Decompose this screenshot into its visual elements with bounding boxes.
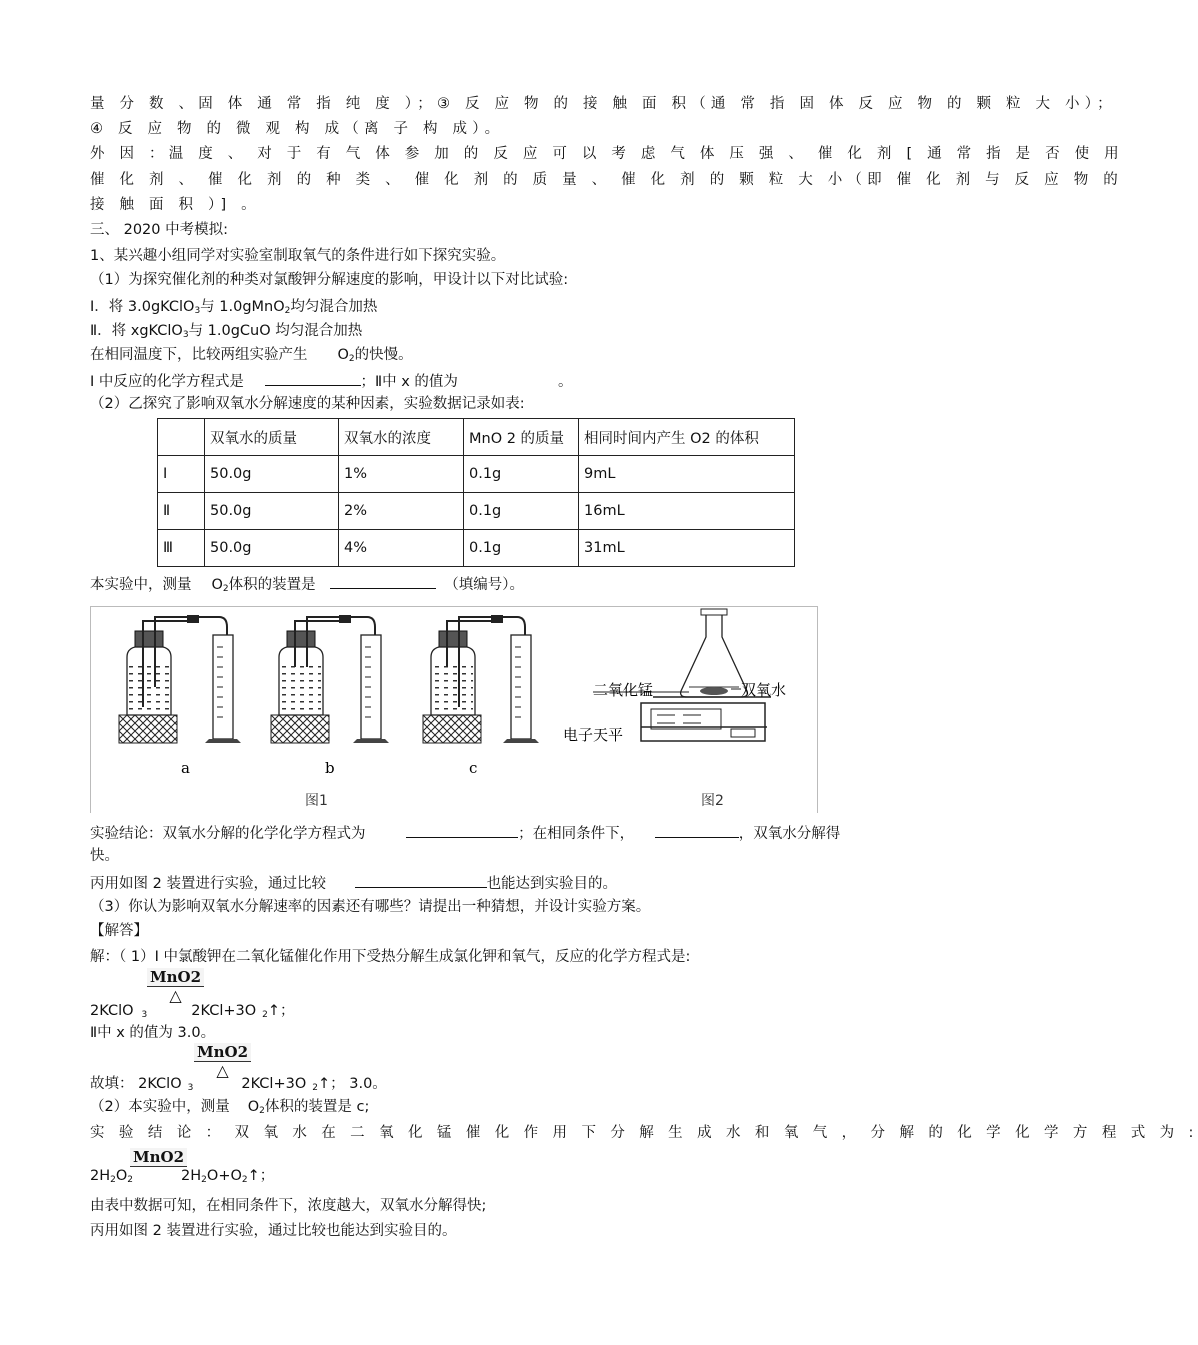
fill1-pre: I 中反应的化学方程式是 xyxy=(90,374,244,390)
exp2-sub: 3 xyxy=(182,330,189,340)
experiment-1 xyxy=(90,297,377,321)
eq1-sub: 3 xyxy=(141,1010,148,1020)
eq2-mid: O+O xyxy=(206,1168,242,1184)
apparatus-fig2 xyxy=(593,609,771,741)
compare-line xyxy=(90,345,413,369)
eq2-catalyst: MnO2 xyxy=(130,1148,187,1167)
fill1-end: 。 xyxy=(557,374,573,390)
conclusion-line-2: 快。 xyxy=(90,848,119,864)
exp2-text: Ⅱ．将 xgKClO xyxy=(90,323,183,339)
fill-answer-line xyxy=(90,1074,387,1098)
measure-end: （填编号）。 xyxy=(444,577,525,593)
answer-line-5: 由表中数据可知，在相同条件下，浓度越大，双氧水分解得快; xyxy=(90,1198,487,1214)
table-cell: 9mL xyxy=(579,456,795,493)
measure-mid: 体积的装置是 xyxy=(228,577,316,593)
question-part-1: （1）为探究催化剂的种类对氯酸钾分解速度的影响，甲设计以下对比试验: xyxy=(90,272,569,288)
table-cell: 0.1g xyxy=(464,493,579,530)
answer-blank-equation[interactable] xyxy=(265,371,361,386)
eq2-sub4: 2 xyxy=(241,1175,248,1185)
apparatus-a xyxy=(119,615,241,743)
table-cell: 0.1g xyxy=(464,530,579,567)
answer-line-1: 解：（ 1）I 中氯酸钾在二氧化锰催化作用下受热分解生成氯化钾和氧气，反应的化学方程式是: xyxy=(90,949,691,965)
bing-line xyxy=(90,873,617,894)
bing-pre: 丙用如图 2 装置进行实验，通过比较 xyxy=(90,876,326,892)
answer-line-3 xyxy=(90,1097,369,1121)
intro-line-4: 催 化 剂 、 催 化 剂 的 种 类 、 催 化 剂 的 质 量 、 催 化 剂 的 颗 粒 大 小（即 催 化 剂 与 反 应 物 的 xyxy=(90,172,1123,188)
table-header-cell: MnO 2 的质量 xyxy=(464,419,579,456)
eq2-left: 2H xyxy=(90,1168,111,1184)
fill-answer-end: ↑； 3.0。 xyxy=(317,1076,387,1092)
label-balance: 电子天平 xyxy=(563,726,624,744)
table-cell: 31mL xyxy=(579,530,795,567)
apparatus-figure xyxy=(90,606,818,813)
apparatus-c xyxy=(423,615,539,743)
table-row xyxy=(158,456,795,493)
bing-end: 也能达到实验目的。 xyxy=(486,876,618,892)
eq1-sub2: 2 xyxy=(262,1010,268,1020)
eq1-condition xyxy=(147,968,204,1005)
table-cell: 0.1g xyxy=(464,456,579,493)
answer-line-4: 实 验 结 论 ： 双 氧 水 在 二 氧 化 锰 催 化 作 用 下 分 解 生 成 水 和 氧 气 ， 分 解 的 化 学 化 学 方 程 式 为 : xyxy=(90,1125,1198,1141)
answer-blank-compare[interactable] xyxy=(355,873,487,888)
table-cell: 50.0g xyxy=(205,493,339,530)
answer-line-6: 丙用如图 2 装置进行实验，通过比较也能达到实验目的。 xyxy=(90,1223,457,1239)
eq1b-catalyst: MnO2 xyxy=(194,1043,251,1062)
eq2-right: 2H xyxy=(181,1168,202,1184)
question-part-2: （2）乙探究了影响双氧水分解速度的某种因素，实验数据记录如表: xyxy=(90,396,525,412)
data-table xyxy=(157,418,795,567)
conclusion-line xyxy=(90,823,840,844)
fill-answer-pre: 故填： 2KClO xyxy=(90,1076,182,1092)
measure-pre: 本实验中，测量 xyxy=(90,577,192,593)
table-row xyxy=(158,530,795,567)
a3-o2: O xyxy=(247,1099,260,1115)
a3-pre: （2）本实验中，测量 xyxy=(90,1099,230,1115)
answer-title: 【解答】 xyxy=(90,923,148,939)
label-b: b xyxy=(325,759,335,777)
exp1-rest: 与 1.0gMnO xyxy=(200,299,285,315)
fig2-caption: 图2 xyxy=(701,793,724,809)
intro-line-3: 外 因 ：温 度 、 对 于 有 气 体 参 加 的 反 应 可 以 考 虑 气 体 压 强 、 催 化 剂 [ 通 常 指 是 否 使 用 xyxy=(90,146,1124,162)
measure-o2: O xyxy=(211,577,223,593)
exp1-text: I．将 3.0gKClO xyxy=(90,299,195,315)
table-row xyxy=(158,493,795,530)
conclusion-end: ，双氧水分解得 xyxy=(738,826,841,842)
table-cell: Ⅱ xyxy=(158,493,205,530)
fill-line-1 xyxy=(90,371,572,392)
label-h2o2: 双氧水 xyxy=(741,681,787,699)
table-header-cell: 双氧水的浓度 xyxy=(339,419,464,456)
eq1-heat: △ xyxy=(169,986,182,1005)
table-cell: 2% xyxy=(339,493,464,530)
compare-sub: 2 xyxy=(348,354,355,364)
intro-line-1: 量 分 数 、固 体 通 常 指 纯 度 ）；③ 反 应 物 的 接 触 面 积（通 常 指 固 体 反 应 物 的 颗 粒 大 小）； xyxy=(90,96,1117,112)
eq1-catalyst: MnO2 xyxy=(147,968,204,987)
compare-text: 在相同温度下，比较两组实验产生 xyxy=(90,347,308,363)
intro-line-2: ④ 反 应 物 的 微 观 构 成（离 子 构 成）。 xyxy=(90,121,505,137)
equation-1 xyxy=(90,1001,295,1025)
eq1-left: 2KClO xyxy=(90,1003,134,1019)
table-header-cell: 双氧水的质量 xyxy=(205,419,339,456)
eq2-end: ↑； xyxy=(247,1168,275,1184)
conclusion-mid: ；在相同条件下， xyxy=(518,826,635,842)
question-part-3: （3）你认为影响双氧水分解速率的因素还有哪些？请提出一种猜想，并设计实验方案。 xyxy=(90,899,651,915)
fig1-caption: 图1 xyxy=(305,793,328,809)
eq2-sub1: 2 xyxy=(110,1175,116,1185)
apparatus-b xyxy=(271,615,389,743)
experiment-2 xyxy=(90,321,362,345)
answer-line-2: Ⅱ中 x 的值为 3.0。 xyxy=(90,1025,216,1041)
exp1-sub: 3 xyxy=(194,306,201,316)
question-stem: 1、某兴趣小组同学对实验室制取氧气的条件进行如下探究实验。 xyxy=(90,248,506,264)
label-a: a xyxy=(181,759,190,777)
table-header-row xyxy=(158,419,795,456)
measure-line xyxy=(90,574,524,599)
fill-answer-right: 2KCl+3O xyxy=(241,1076,307,1092)
compare-end: 的快慢。 xyxy=(354,347,413,363)
intro-line-5: 接 触 面 积 ）] 。 xyxy=(90,197,261,213)
fill-answer-sub2: 2 xyxy=(312,1083,318,1093)
table-cell: 50.0g xyxy=(205,456,339,493)
exp2-rest: 与 1.0gCuO 均匀混合加热 xyxy=(188,323,363,339)
table-cell: 50.0g xyxy=(205,530,339,567)
measure-sub: 2 xyxy=(222,584,229,594)
table-cell: I xyxy=(158,456,205,493)
table-cell: Ⅲ xyxy=(158,530,205,567)
equation-2 xyxy=(90,1166,274,1190)
eq1-end: ↑； xyxy=(267,1003,295,1019)
table-cell: 1% xyxy=(339,456,464,493)
table-cell: 16mL xyxy=(579,493,795,530)
eq2-sub3: 2 xyxy=(201,1175,207,1185)
answer-blank-condition[interactable] xyxy=(655,823,739,838)
eq1-right: 2KCl+3O xyxy=(191,1003,257,1019)
compare-o2: O xyxy=(337,347,349,363)
label-c: c xyxy=(469,759,478,777)
label-mno2: 二氧化锰 xyxy=(593,681,654,699)
a3-end: 体积的装置是 c; xyxy=(264,1099,370,1115)
fill1-mid: ；Ⅱ中 x 的值为 xyxy=(360,374,458,390)
a3-sub: 2 xyxy=(259,1106,265,1116)
eq2-condition xyxy=(130,1148,187,1167)
fill-answer-sub: 3 xyxy=(187,1083,194,1093)
answer-blank-device[interactable] xyxy=(330,574,436,589)
eq2-sub2: 2 xyxy=(127,1175,134,1185)
answer-blank-h2o2-equation[interactable] xyxy=(406,823,518,838)
conclusion-pre: 实验结论：双氧水分解的化学化学方程式为 xyxy=(90,826,366,842)
eq1b-heat: △ xyxy=(216,1061,229,1080)
table-header-cell: 相同时间内产生 O2 的体积 xyxy=(579,419,795,456)
apparatus-diagram xyxy=(91,607,817,813)
table-cell: 4% xyxy=(339,530,464,567)
table-header-cell xyxy=(158,419,205,456)
section-title: 三、 2020 中考模拟: xyxy=(90,222,229,238)
exp1-end: 均匀混合加热 xyxy=(290,299,378,315)
eq2-o: O xyxy=(115,1168,128,1184)
exp1-sub2: 2 xyxy=(284,306,291,316)
